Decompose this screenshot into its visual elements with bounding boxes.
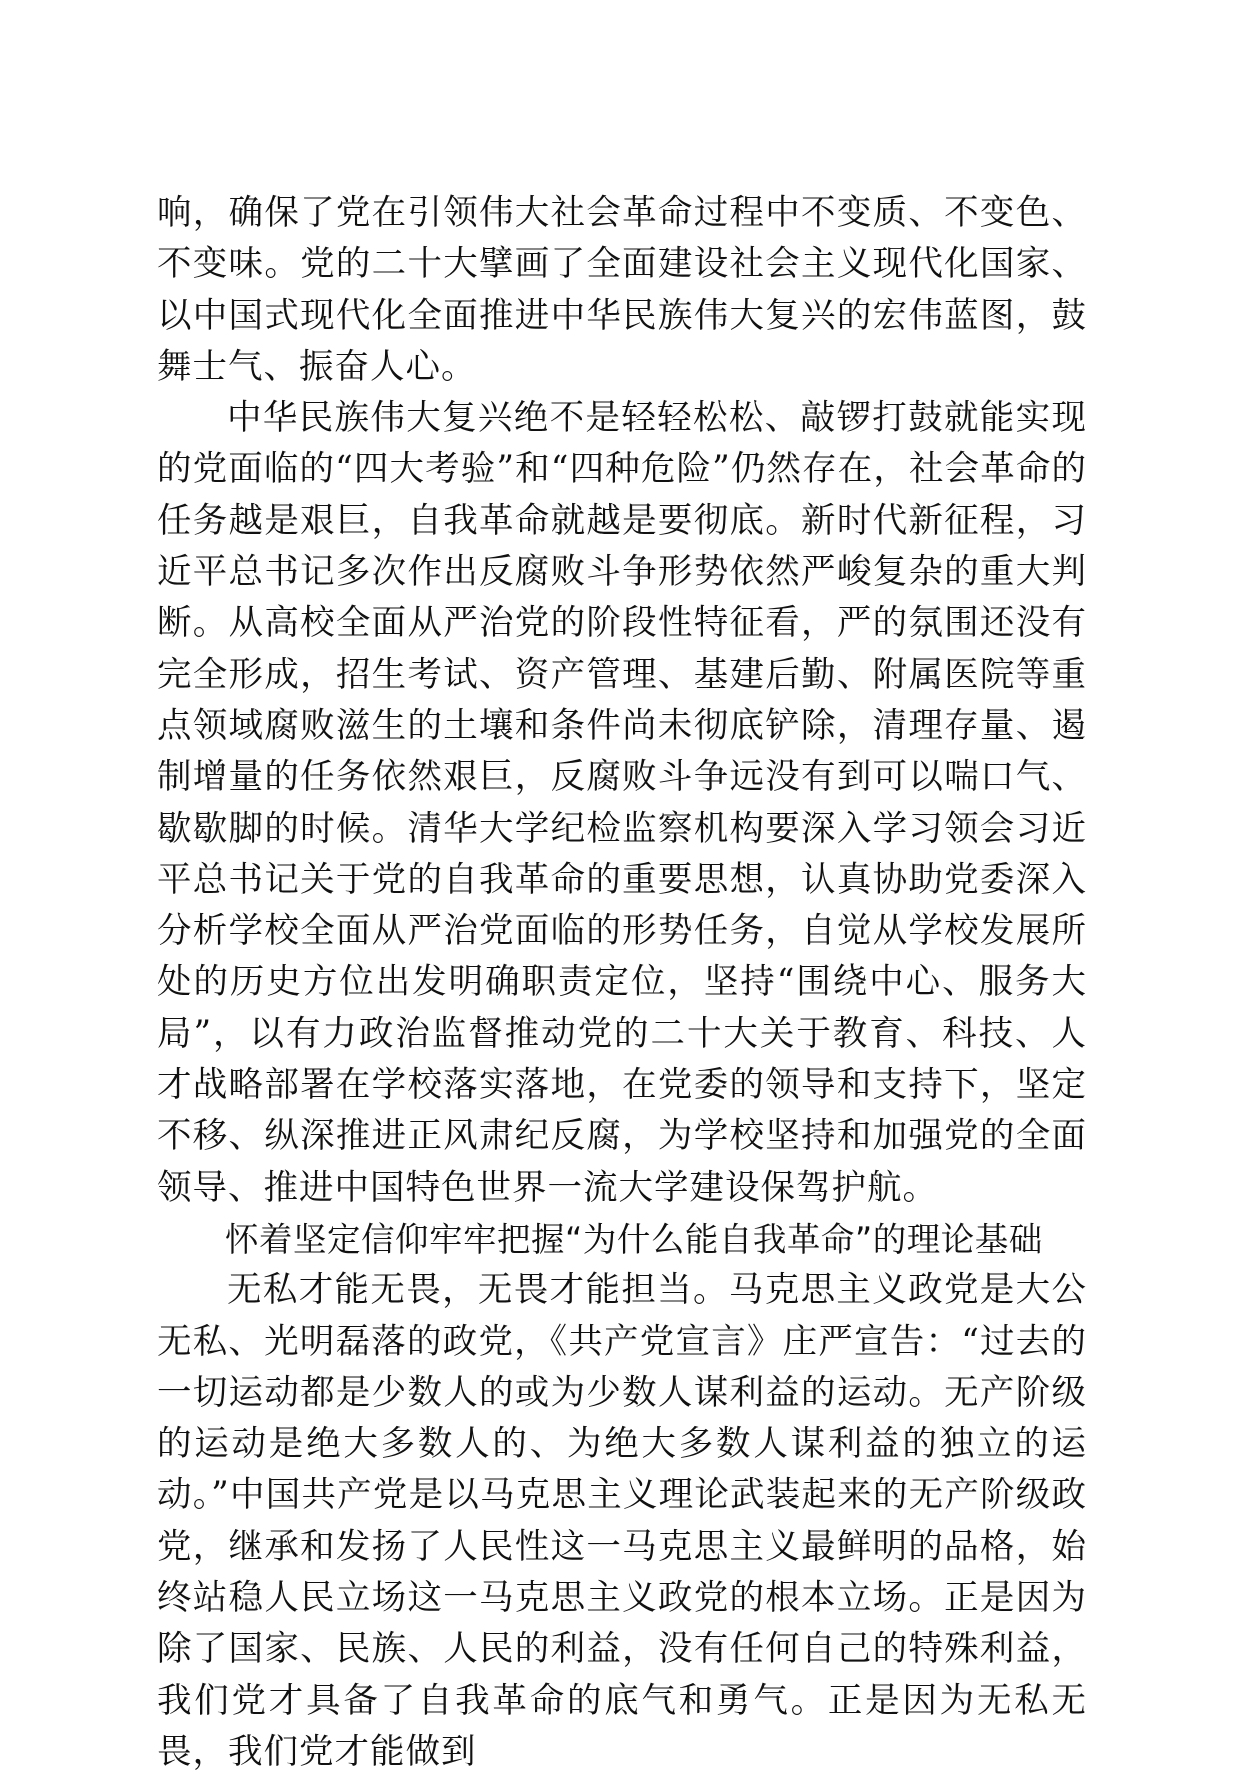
paragraph-continued: 响，确保了党在引领伟大社会革命过程中不变质、不变色、不变味。党的二十大擘画了全面建设社会主义现代化国家、以中国式现代化全面推进中华民族伟大复兴的宏伟蓝图，鼓舞士气、振奋人心。: [157, 193, 1087, 387]
paragraph-reform-tasks: 中华民族伟大复兴绝不是轻轻松松、敲锣打鼓就能实现的党面临的“四大考验”和“四种危险”仍然存在，社会革命的任务越是艰巨，自我革命就越是要彻底。新时代新征程，习近平总书记多次作出反腐败斗争形势依然严峻复杂的重大判断。从高校全面从严治党的阶段性特征看，严的氛围还没有完全形成，招生考试、资产管理、基建后勤、附属医院等重点领域腐败滋生的土壤和条件尚未彻底铲除，清理存量、遏制增量的任务依然艰巨，反腐败斗争远没有到可以喘口气、歇歇脚的时候。清华大学纪检监察机构要深入学习领会习近平总书记关于党的自我革命的重要思想，认真协助党委深入分析学校全面从严治党面临的形势任务，自觉从学校发展所处的历史方位出发明确职责定位，坚持“围绕中心、服务大局”，以有力政治监督推动党的二十大关于教育、科技、人才战略部署在学校落实落地，在党委的领导和支持下，坚定不移、纵深推进正风肃纪反腐，为学校坚持和加强党的全面领导、推进中国特色世界一流大学建设保驾护航。: [157, 398, 1087, 1208]
section-heading: 怀着坚定信仰牢牢把握“为什么能自我革命”的理论基础: [225, 1219, 1043, 1259]
paragraph-theory-basis: 无私才能无畏，无畏才能担当。马克思主义政党是大公无私、光明磊落的政党，《共产党宣言》庄严宣告：“过去的一切运动都是少数人的或为少数人谋利益的运动。无产阶级的运动是绝大多数人的、为绝大多数人谋利益的独立的运动。”中国共产党是以马克思主义理论武装起来的无产阶级政党，继承和发扬了人民性这一马克思主义最鲜明的品格，始终站稳人民立场这一马克思主义政党的根本立场。正是因为除了国家、民族、人民的利益，没有任何自己的特殊利益，我们党才具备了自我革命的底气和勇气。正是因为无私无畏，我们党才能做到: [157, 1270, 1087, 1772]
document-body: [157, 188, 1087, 1778]
